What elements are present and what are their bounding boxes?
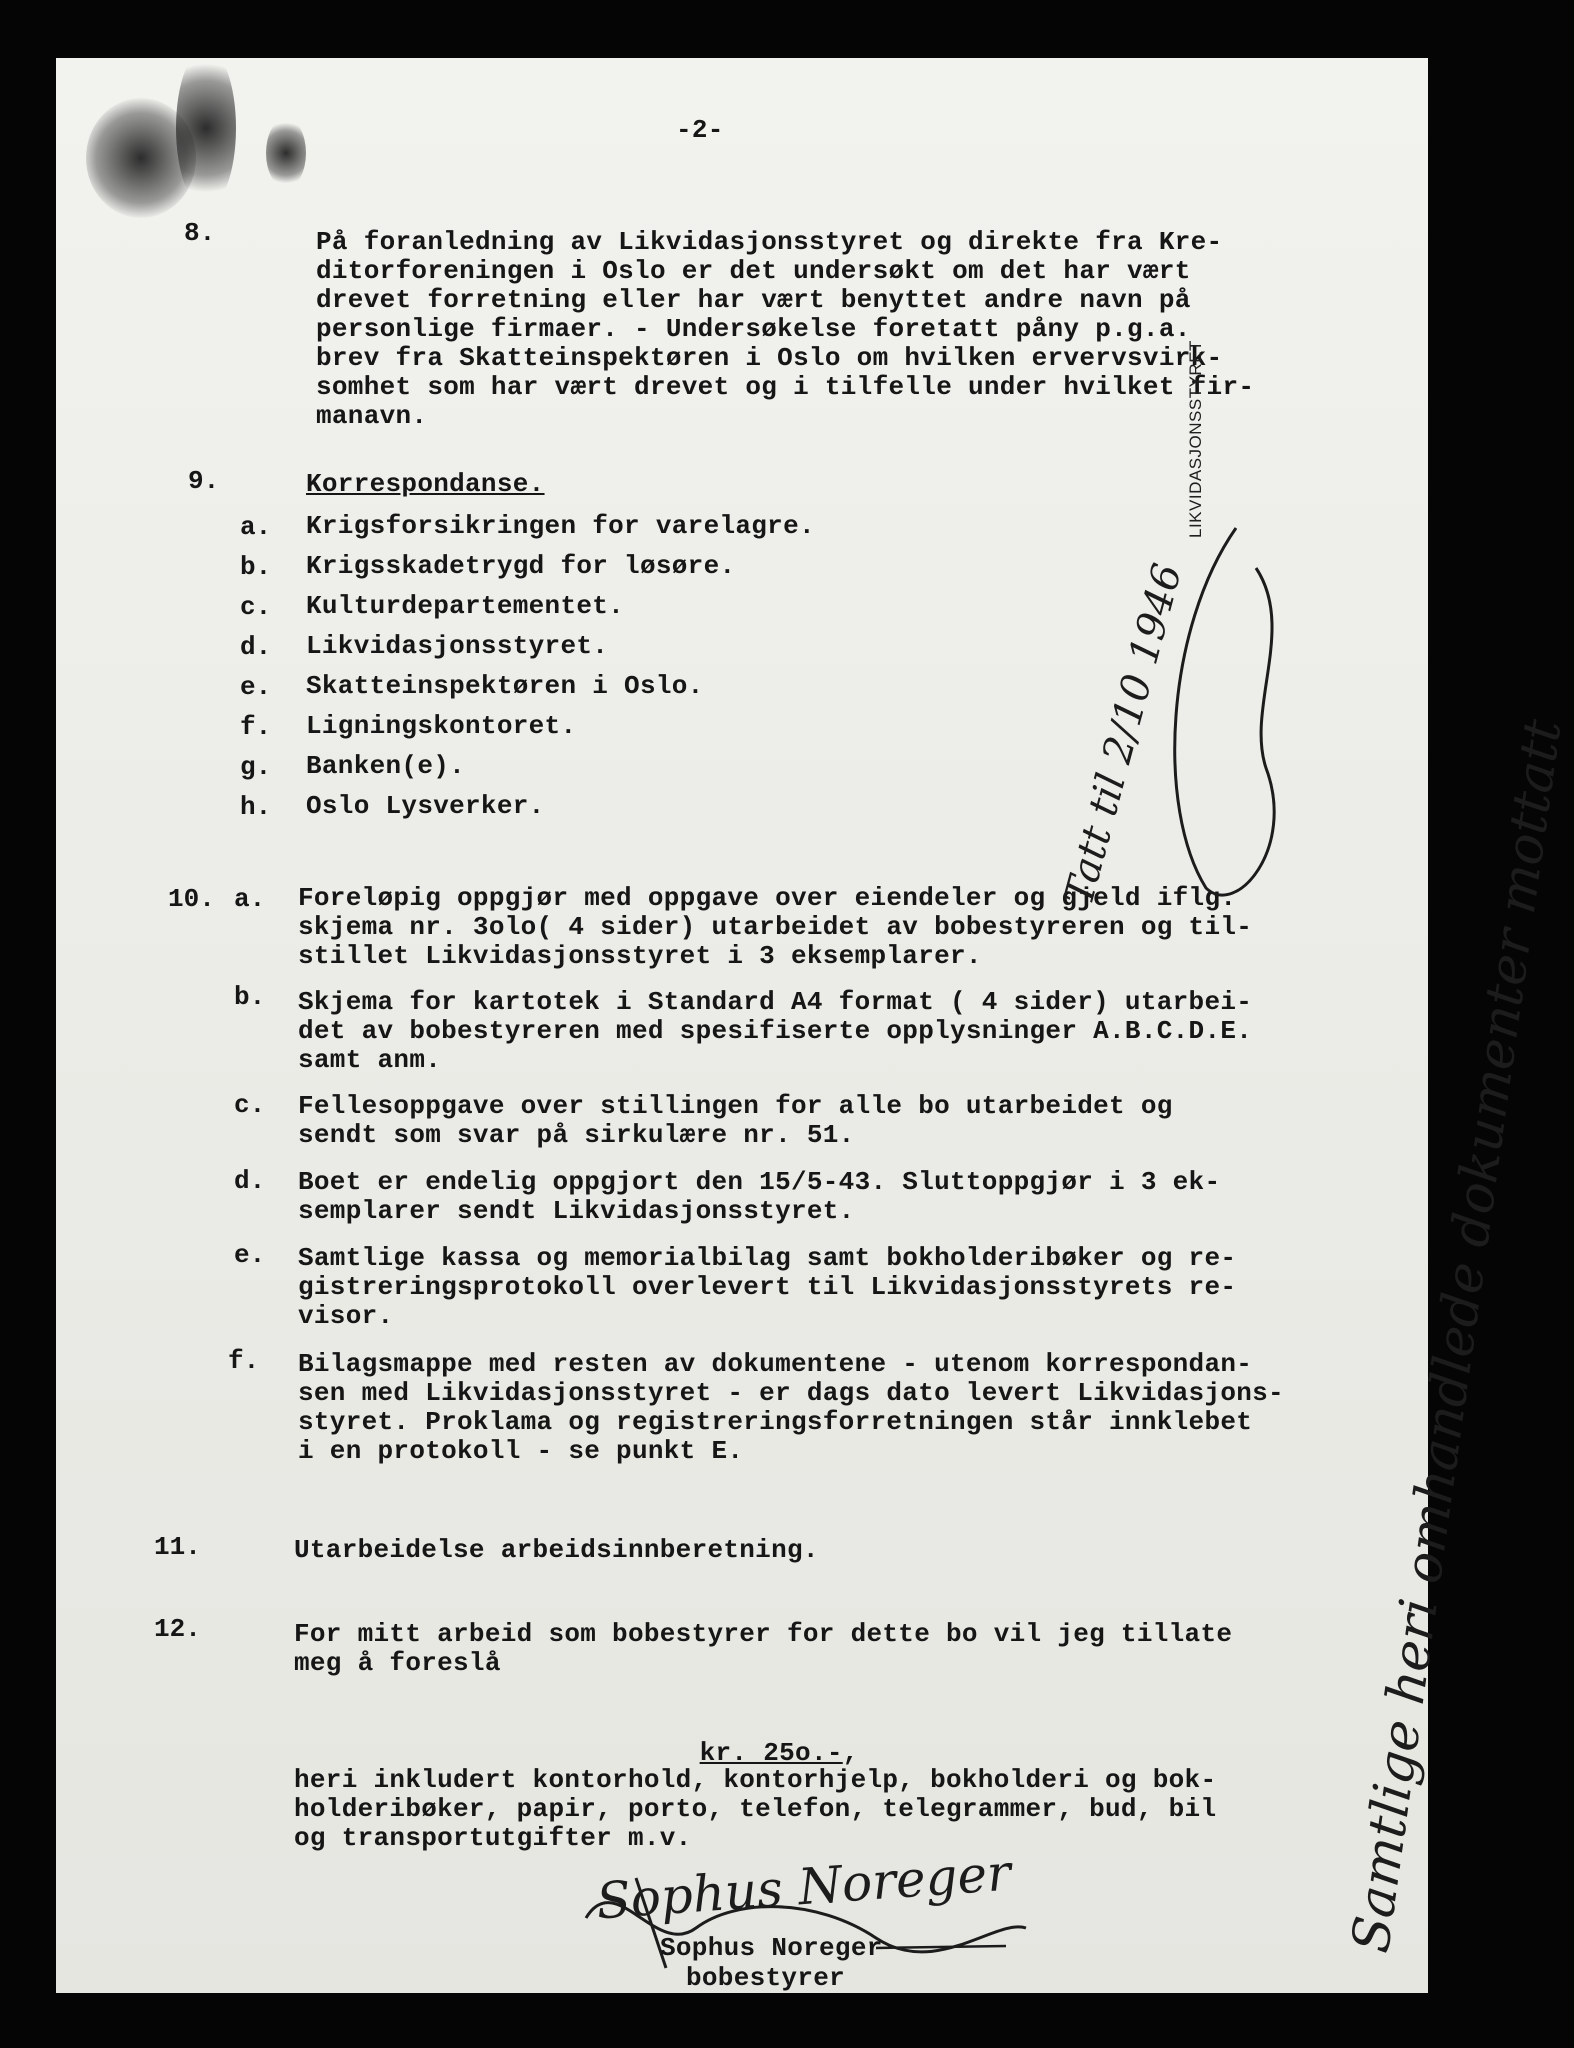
list-item: Kulturdepartementet. xyxy=(306,591,625,621)
text-line: Fellesoppgave over stillingen for alle bo utarbeidet og xyxy=(298,1091,1173,1121)
text-line: meg å foreslå xyxy=(294,1648,501,1678)
text-line: skjema nr. 3olo( 4 sider) utarbeidet av bobestyreren og til- xyxy=(298,912,1253,942)
list-item: Krigsforsikringen for varelagre. xyxy=(306,511,815,541)
text-line: stillet Likvidasjonsstyret i 3 eksemplarer. xyxy=(298,941,982,971)
list-letter: b. xyxy=(240,552,272,582)
text-line: og transportutgifter m.v. xyxy=(294,1823,692,1853)
text-line: brev fra Skatteinspektøren i Oslo om hvilken ervervsvirk- xyxy=(316,343,1223,373)
list-letter: f. xyxy=(228,1346,260,1376)
list-item: Oslo Lysverker. xyxy=(306,791,545,821)
text-line: Bilagsmappe med resten av dokumentene - utenom korrespondan- xyxy=(298,1349,1253,1379)
list-letter: b. xyxy=(234,982,266,1012)
fee-trail: , xyxy=(842,1738,859,1768)
text-line: i en protokoll - se punkt E. xyxy=(298,1436,744,1466)
text-line: visor. xyxy=(298,1301,394,1331)
list-item: Likvidasjonsstyret. xyxy=(306,631,609,661)
text-line: Skjema for kartotek i Standard A4 format ( 4 sider) utarbei- xyxy=(298,987,1253,1017)
text-line: For mitt arbeid som bobestyrer for dette bo vil jeg tillate xyxy=(294,1619,1233,1649)
text-line: Utarbeidelse arbeidsinnberetning. xyxy=(294,1535,819,1565)
item-number: 11. xyxy=(154,1532,201,1562)
margin-annotation: Samtlige heri omhandlede dokumenter mottatt xyxy=(1341,715,1574,1957)
list-letter: d. xyxy=(240,632,272,662)
text-line: Boet er endelig oppgjort den 15/5-43. Sluttoppgjør i 3 ek- xyxy=(298,1167,1221,1197)
list-item: Ligningskontoret. xyxy=(306,711,577,741)
text-line: somhet som har vært drevet og i tilfelle under hvilket fir- xyxy=(316,372,1255,402)
text-line: samt anm. xyxy=(298,1045,442,1075)
list-item: Banken(e). xyxy=(306,751,466,781)
list-letter: g. xyxy=(240,752,272,782)
text-line: sen med Likvidasjonsstyret - er dags dato levert Likvidasjons- xyxy=(298,1378,1284,1408)
list-letter: a. xyxy=(234,884,266,914)
page-number: -2- xyxy=(676,115,724,145)
text-line: sendt som svar på sirkulære nr. 51. xyxy=(298,1120,855,1150)
item-number: 10. xyxy=(168,884,215,914)
list-letter: c. xyxy=(240,592,272,622)
item-number: 12. xyxy=(154,1614,201,1644)
text-line: På foranledning av Likvidasjonsstyret og direkte fra Kre- xyxy=(316,227,1223,257)
text-line: ditorforeningen i Oslo er det undersøkt om det har vært xyxy=(316,256,1191,286)
text-line: Foreløpig oppgjør med oppgave over eiendeler og gjeld iflg. xyxy=(298,883,1237,913)
fee-amount: kr. 25o.- xyxy=(699,1738,843,1768)
text-line: personlige firmaer. - Undersøkelse foretatt påny p.g.a. xyxy=(316,314,1191,344)
ink-stain xyxy=(266,118,306,188)
stamp-text: LIKVIDASJONSSTYRET xyxy=(1186,340,1205,538)
text-line: Samtlige kassa og memorialbilag samt bokholderibøker og re- xyxy=(298,1243,1237,1273)
text-line: semplarer sendt Likvidasjonsstyret. xyxy=(298,1196,855,1226)
list-letter: d. xyxy=(234,1166,266,1196)
text-line: det av bobestyreren med spesifiserte opplysninger A.B.C.D.E. xyxy=(298,1016,1253,1046)
signatory-title: bobestyrer xyxy=(686,1963,846,1993)
list-item: Krigsskadetrygd for løsøre. xyxy=(306,551,736,581)
text-line: holderibøker, papir, porto, telefon, telegrammer, bud, bil xyxy=(294,1794,1217,1824)
ink-stain xyxy=(176,48,236,208)
date-annotation: Tatt til 2/10 1946 xyxy=(1056,558,1192,910)
list-letter: e. xyxy=(234,1240,266,1270)
section-heading: Korrespondanse. xyxy=(306,469,545,499)
text-line: heri inkludert kontorhold, kontorhjelp, bokholderi og bok- xyxy=(294,1765,1217,1795)
document-page xyxy=(56,58,1574,1993)
item-number: 9. xyxy=(188,466,220,496)
list-letter: f. xyxy=(240,712,272,742)
text-line: styret. Proklama og registreringsforretningen står innklebet xyxy=(298,1407,1253,1437)
text-line: gistreringsprotokoll overlevert til Likvidasjonsstyrets re- xyxy=(298,1272,1237,1302)
signatory-name: Sophus Noreger xyxy=(660,1933,883,1963)
item-number: 8. xyxy=(184,218,216,248)
handwritten-loop xyxy=(1146,508,1326,928)
handwritten-signature: Sophus Noreger xyxy=(594,1843,1013,1931)
list-letter: h. xyxy=(240,792,272,822)
list-letter: c. xyxy=(234,1090,266,1120)
list-item: Skatteinspektøren i Oslo. xyxy=(306,671,704,701)
list-letter: a. xyxy=(240,512,272,542)
text-line: drevet forretning eller har vært benyttet andre navn på xyxy=(316,285,1191,315)
text-line: manavn. xyxy=(316,401,428,431)
list-letter: e. xyxy=(240,672,272,702)
